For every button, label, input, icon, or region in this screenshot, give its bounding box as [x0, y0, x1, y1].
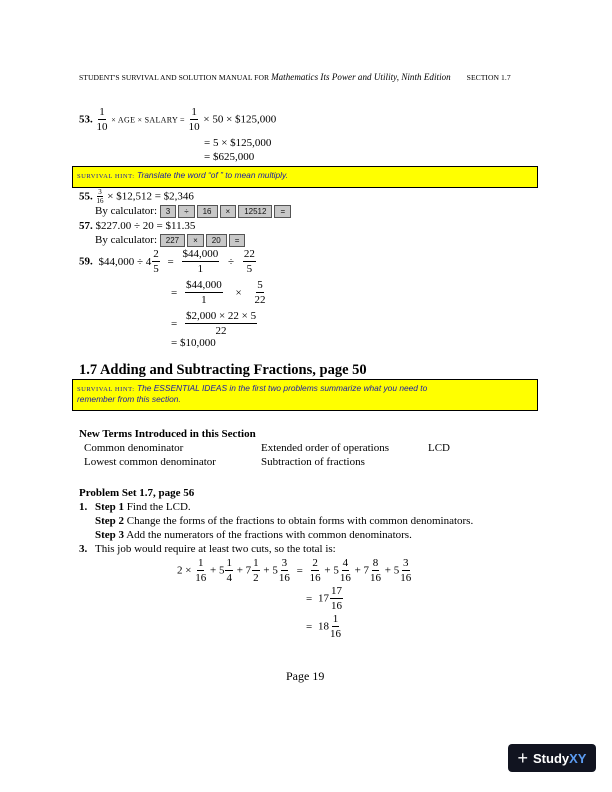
hint-label: SURVIVAL HINT:: [77, 173, 135, 180]
term: Extended order of operations: [261, 442, 389, 454]
problem-3-equation-1: 2 × $\frac{1}{16}$ + 5 $\frac{1}{4}$ + 7 $\frac{1}{2}$ + 5 $\frac{3}{16}$ = $\frac{2}{16}$ + 5 $\frac{4}{16}$ + 7 $\frac{8}{16}$ + 5 $\frac{3}{16}$: [177, 557, 412, 584]
expression: × 50 × $125,000: [203, 113, 277, 126]
fraction: $\frac{1}{10}$: [96, 106, 108, 133]
problem-59-line2: [171, 280, 266, 306]
problem-3-text: 3. This job would require at least two cuts, so the total is:: [79, 543, 336, 555]
calc-key: 16: [197, 205, 218, 218]
survival-hint-box: [72, 379, 538, 411]
problem-number: 59: [79, 255, 90, 268]
problem-1-step2: Step 2 Change the forms of the fractions to obtain forms with common denominators.: [95, 515, 474, 527]
header-book-title: Mathematics Its Power and Utility, Ninth Edition: [271, 72, 451, 82]
equals-sign: =: [171, 286, 178, 299]
calc-key: 3: [160, 205, 176, 218]
calc-key: ×: [220, 205, 237, 218]
calc-key: 12512: [238, 205, 272, 218]
problem-53-line2: = 5 × $125,000: [204, 137, 272, 149]
term: Common denominator: [84, 442, 184, 454]
problem-3-equation-2: = 17 $\frac{17}{16}$: [306, 585, 342, 612]
problem-59-line3: [171, 311, 258, 337]
calc-key: =: [229, 234, 246, 247]
problem-53-line3: = $625,000: [204, 151, 255, 163]
expression: × AGE × SALARY =: [111, 115, 185, 125]
problem-1-step1: 1. Step 1 Find the LCD.: [79, 501, 191, 513]
fraction: $\frac{1}{10}$: [188, 106, 200, 133]
problem-number: 55: [79, 190, 90, 203]
badge-text: StudyXY: [533, 750, 587, 766]
fraction: $\frac{\$44,000}{1}$: [182, 248, 219, 275]
section-title: 1.7 Adding and Subtracting Fractions, page 50: [79, 362, 367, 378]
fraction: $\frac{3}{16}$: [96, 188, 104, 205]
problem-set-title: Problem Set 1.7, page 56: [79, 487, 195, 499]
fraction: $\frac{2}{5}$: [153, 248, 159, 275]
term: LCD: [428, 442, 450, 454]
calc-key: ×: [187, 234, 204, 247]
fraction: $\frac{\$2,000 \times 22 \times 5}{22}$: [185, 310, 257, 337]
problem-55-calculator: [95, 205, 293, 218]
header-section: SECTION 1.7: [466, 73, 511, 82]
expression: $44,000 ÷ 4: [98, 255, 152, 268]
problem-55-line1: 55. $\frac{3}{16}$ × $12,512 = $2,346: [79, 188, 194, 205]
term: Subtraction of fractions: [261, 456, 365, 468]
problem-number: 57: [79, 220, 90, 232]
problem-59-line1: 59. $44,000 ÷ 4 $\frac{2}{5}$ = $\frac{\$44,000}{1}$ ÷ $\frac{22}{5}$: [79, 248, 255, 275]
problem-number: 53: [79, 113, 90, 126]
expression: $227.00 ÷ 20 = $11.35: [95, 220, 196, 232]
term: Lowest common denominator: [84, 456, 216, 468]
header-manual: STUDENT'S SURVIVAL AND SOLUTION MANUAL FOR: [79, 73, 270, 82]
problem-3-equation-3: = 18 $\frac{1}{16}$: [306, 613, 341, 640]
calc-key: ÷: [178, 205, 194, 218]
hint-text: remember from this section.: [77, 394, 181, 405]
expression: × $12,512 = $2,346: [107, 190, 194, 203]
fraction: $\frac{5}{22}$: [254, 279, 266, 306]
studyxy-badge[interactable]: [508, 744, 596, 772]
problem-59-result: = $10,000: [171, 337, 216, 349]
new-terms-title: New Terms Introduced in this Section: [79, 428, 256, 440]
operator: ×: [235, 286, 242, 299]
problem-57-line1: 57. $227.00 ÷ 20 = $11.35: [79, 220, 196, 232]
survival-hint-box: [72, 166, 538, 188]
calc-key: =: [274, 205, 291, 218]
operator: ÷: [228, 255, 235, 268]
hint-label: SURVIVAL HINT:: [77, 386, 135, 393]
calculator-label: By calculator:: [95, 205, 158, 218]
plus-icon: +: [517, 747, 529, 768]
problem-57-calculator: [95, 234, 247, 247]
calc-key: 227: [160, 234, 185, 247]
hint-text: The ESSENTIAL IDEAS in the first two problems summarize what you need to: [136, 383, 428, 393]
fraction: $\frac{22}{5}$: [243, 248, 255, 275]
hint-text: Translate the word “of ” to mean multiply.: [136, 170, 288, 180]
problem-53-line1: 53. $\frac{1}{10}$ × AGE × SALARY = $\frac{1}{10}$ × 50 × $125,000: [79, 106, 277, 133]
calculator-label: By calculator:: [95, 234, 158, 247]
running-header: [79, 72, 511, 82]
page-number: Page 19: [286, 669, 325, 683]
equals-sign: =: [167, 255, 174, 268]
problem-1-step3: Step 3 Add the numerators of the fractions with common denominators.: [95, 529, 412, 541]
fraction: $\frac{\$44,000}{1}$: [185, 279, 222, 306]
equals-sign: =: [171, 317, 178, 330]
calc-key: 20: [206, 234, 227, 247]
